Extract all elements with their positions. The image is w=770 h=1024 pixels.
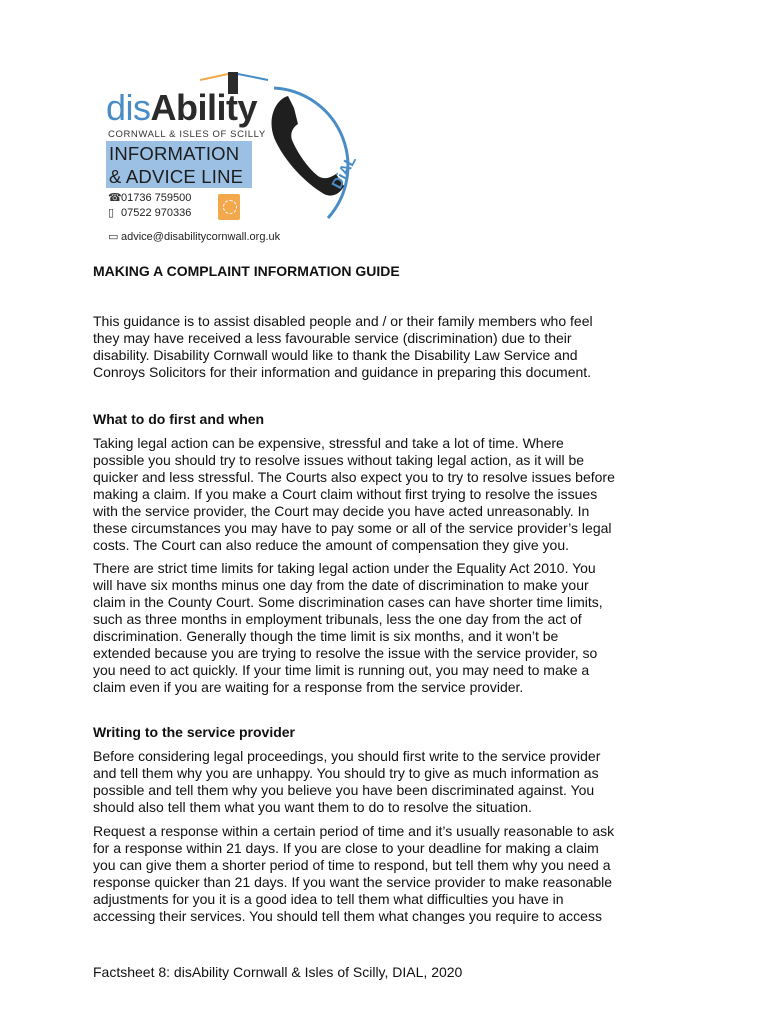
text-line: these circumstances you may have to pay some or all of the service provider’s legal (93, 520, 612, 536)
text-line: with the service provider, the Court may decide you have acted unreasonably. In (93, 503, 590, 519)
text-line: possible you should try to resolve issues without taking legal action, as it will be (93, 452, 585, 468)
text-line: will have six months minus one day from the date of discrimination to make your (93, 577, 589, 593)
brand-ability: Ability (150, 87, 258, 128)
section-heading-writing: Writing to the service provider (93, 724, 296, 740)
text-line: claim in the County Court. Some discrimination cases can have shorter time limits, (93, 594, 603, 610)
text-line: This guidance is to assist disabled people and / or their family members who feel (93, 313, 593, 329)
section-heading-what-to-do: What to do first and when (93, 411, 265, 427)
text-line: adjustments for you it is a good idea to tell them what difficulties you have in (93, 891, 564, 907)
text-line: Taking legal action can be expensive, stressful and take a lot of time. Where (93, 435, 564, 451)
text-line: costs. The Court can also reduce the amount of compensation they give you. (93, 537, 570, 553)
brand-wordmark (106, 87, 258, 128)
text-line: extended because you are trying to resolve the issue with the service provider, so (93, 645, 598, 661)
section2-paragraph2 (93, 823, 683, 925)
text-line: for a response within 21 days. If you are close to your deadline for making a claim (93, 840, 599, 856)
computer-icon: ▭ (108, 231, 119, 243)
text-line: possible and tell them why you believe you have been discriminated against. You (93, 782, 595, 798)
text-line: making a claim. If you make a Court claim without first trying to resolve the issues (93, 486, 598, 502)
document-title: MAKING A COMPLAINT INFORMATION GUIDE (93, 263, 400, 279)
text-line: such as three months in employment tribunals, less the one day from the act of (93, 611, 582, 627)
section2-paragraph1 (93, 748, 683, 816)
text-line: claim even if you are waiting for a response from the service provider. (93, 679, 524, 695)
intro-paragraph (93, 313, 683, 381)
contact-email (108, 230, 280, 243)
text-line: you need to act quickly. If your time limit is running out, you may need to make a (93, 662, 590, 678)
text-line: Request a response within a certain period of time and it’s usually reasonable to ask (93, 823, 615, 839)
info-box-line2: & ADVICE LINE (109, 166, 244, 187)
text-line: There are strict time limits for taking legal action under the Equality Act 2010. You (93, 560, 596, 576)
text-line: disability. Disability Cornwall would like to thank the Disability Law Service and (93, 347, 578, 363)
brand-tagline: CORNWALL & ISLES OF SCILLY (108, 129, 266, 140)
text-line: they may have received a less favourable service (discrimination) due to their (93, 330, 572, 346)
text-line: and tell them why you are unhappy. You should try to give as much information as (93, 765, 599, 781)
text-line: Before considering legal proceedings, you should first write to the service provider (93, 748, 601, 764)
phone2-text: 07522 970336 (121, 207, 192, 219)
telephone-icon: ☎ (108, 192, 122, 204)
contact-phone2 (108, 206, 191, 219)
section1-paragraph1 (93, 435, 683, 554)
text-line: Conroys Solicitors for their information and guidance in preparing this document. (93, 364, 592, 380)
email-text: advice@disabilitycornwall.org.uk (121, 231, 281, 243)
section1-paragraph2 (93, 560, 683, 696)
phone-handset-icon (268, 78, 364, 224)
phone1-text: 01736 759500 (121, 192, 192, 204)
sign-language-icon (218, 194, 240, 220)
text-line: accessing their services. You should tell them what changes you require to access (93, 908, 602, 924)
mobile-phone-icon: ▯ (108, 207, 115, 219)
text-line: discrimination. Generally though the time limit is six months, and it won’t be (93, 628, 559, 644)
contact-phone1 (108, 191, 191, 204)
arc-text: DiAL (328, 152, 360, 192)
page-footer: Factsheet 8: disAbility Cornwall & Isles of Scilly, DIAL, 2020 (93, 964, 463, 980)
info-box-line1: INFORMATION (109, 143, 240, 164)
info-advice-box (106, 141, 252, 188)
dial-logo (100, 70, 360, 243)
text-line: you can give them a shorter period of time to respond, but tell them why you need a (93, 857, 611, 873)
text-line: quicker and less stressful. The Courts also expect you to try to resolve issues before (93, 469, 615, 485)
brand-dis: dis (106, 87, 151, 128)
text-line: response quicker than 21 days. If you want the service provider to make reasonable (93, 874, 613, 890)
text-line: should also tell them what you want them to do to resolve the situation. (93, 799, 532, 815)
